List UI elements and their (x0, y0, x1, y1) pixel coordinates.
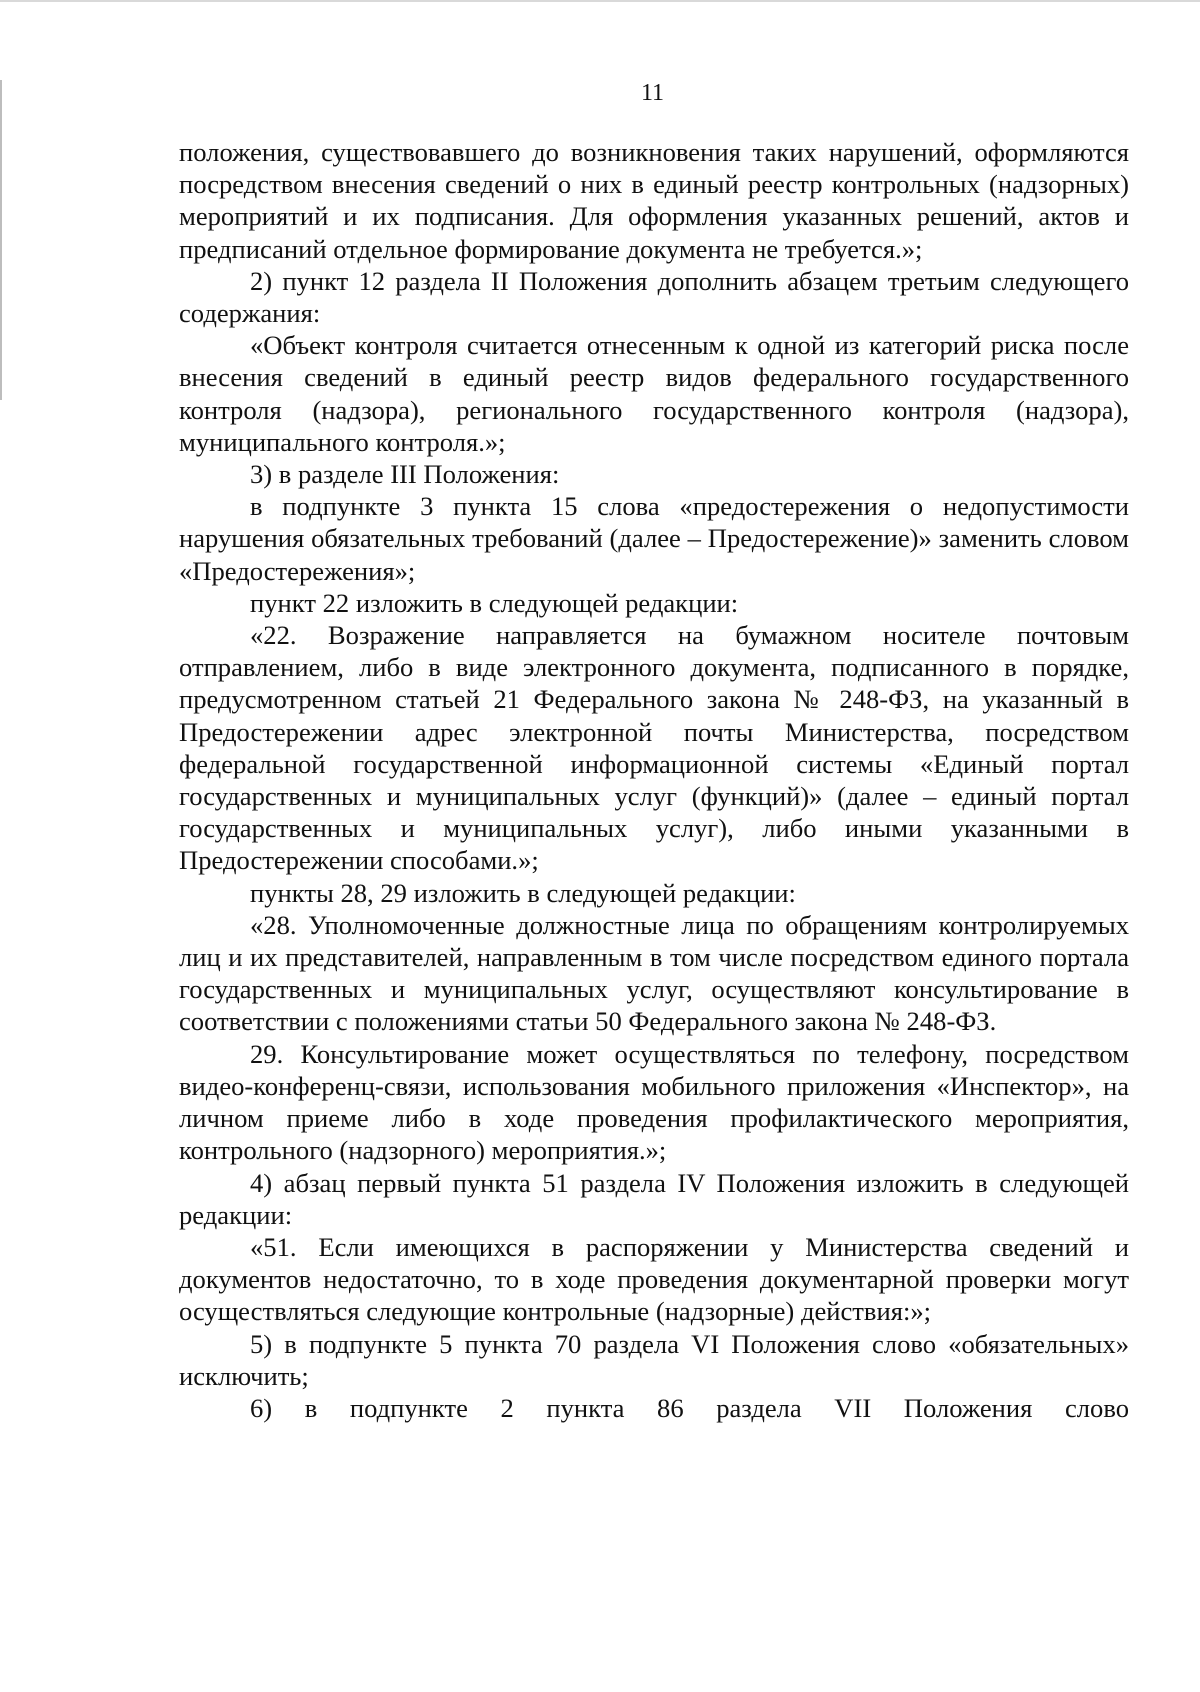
paragraph-item-4: 4) абзац первый пункта 51 раздела IV Положения изложить в следующей редакции: (179, 1167, 1129, 1230)
paragraph-item-3: 3) в разделе III Положения: (250, 459, 560, 490)
paragraph-item-2: 2) пункт 12 раздела II Положения дополнить абзацем третьим следующего содержания: (179, 265, 1129, 329)
paragraph-quote-29: 29. Консультирование может осуществляться по телефону, посредством видео-конференц-связи, использования мобильного приложения «Инспектор», на личном приеме либо в ходе проведения профилактического мероприятия, контрольного (надзорного) мероприятия.»; (179, 1038, 1129, 1166)
paragraph-quote-51: «51. Если имеющихся в распоряжении у Министерства сведений и документов недостаточно, то в ходе проведения документарной проверки могут осуществляться следующие контрольные (надзорные) действия:»; (179, 1231, 1129, 1327)
paragraph-subitem-15: в подпункте 3 пункта 15 слова «предостережения о недопустимости нарушения обязательных требований (далее – Предостережение)» заменить словом «Предостережения»; (179, 491, 1129, 586)
scan-edge-top (0, 0, 1200, 2)
paragraph-continuation: положения, существовавшего до возникновения таких нарушений, оформляются посредством внесения сведений о них в единый реестр контрольных (надзорных) мероприятий и их подписания. Для оформления указанных решений, актов и предписаний отдельное формирование документа не требуется.»; (179, 137, 1129, 264)
paragraph-item-6: 6) в подпункте 2 пункта 86 раздела VII Положения слово (250, 1392, 1129, 1423)
document-body (179, 136, 1129, 1424)
paragraph-quote-28: «28. Уполномоченные должностные лица по обращениям контролируемых лиц и их представителей, направленным в том числе посредством единого портала государственных и муниципальных услуг, осуществляют консультирование в соответствии с положениями статьи 50 Федерального закона № 248-ФЗ. (179, 909, 1129, 1037)
scan-edge-left (0, 80, 2, 400)
paragraph-point-22-intro: пункт 22 изложить в следующей редакции: (250, 587, 739, 618)
paragraph-points-28-29-intro: пункты 28, 29 изложить в следующей редакции: (250, 877, 796, 908)
page-number: 11 (640, 80, 665, 106)
paragraph-item-5: 5) в подпункте 5 пункта 70 раздела VI Положения слово «обязательных» исключить; (179, 1328, 1129, 1391)
paragraph-quote-risk-category: «Объект контроля считается отнесенным к одной из категорий риска после внесения сведений в единый реестр видов федерального государственного контроля (надзора), регионального государственного контроля (надзора), муниципального контроля.»; (179, 330, 1129, 457)
paragraph-quote-22: «22. Возражение направляется на бумажном носителе почтовым отправлением, либо в виде электронного документа, подписанного в порядке, предусмотренном статьей 21 Федерального закона № 248-ФЗ, на указанный в Предостережении адрес электронной почты Министерства, посредством федеральной государственной информационной системы «Единый портал государственных и муниципальных услуг (функций)» (далее – единый портал государственных и муниципальных услуг), либо иными указанными в Предостережении способами.»; (179, 620, 1129, 876)
